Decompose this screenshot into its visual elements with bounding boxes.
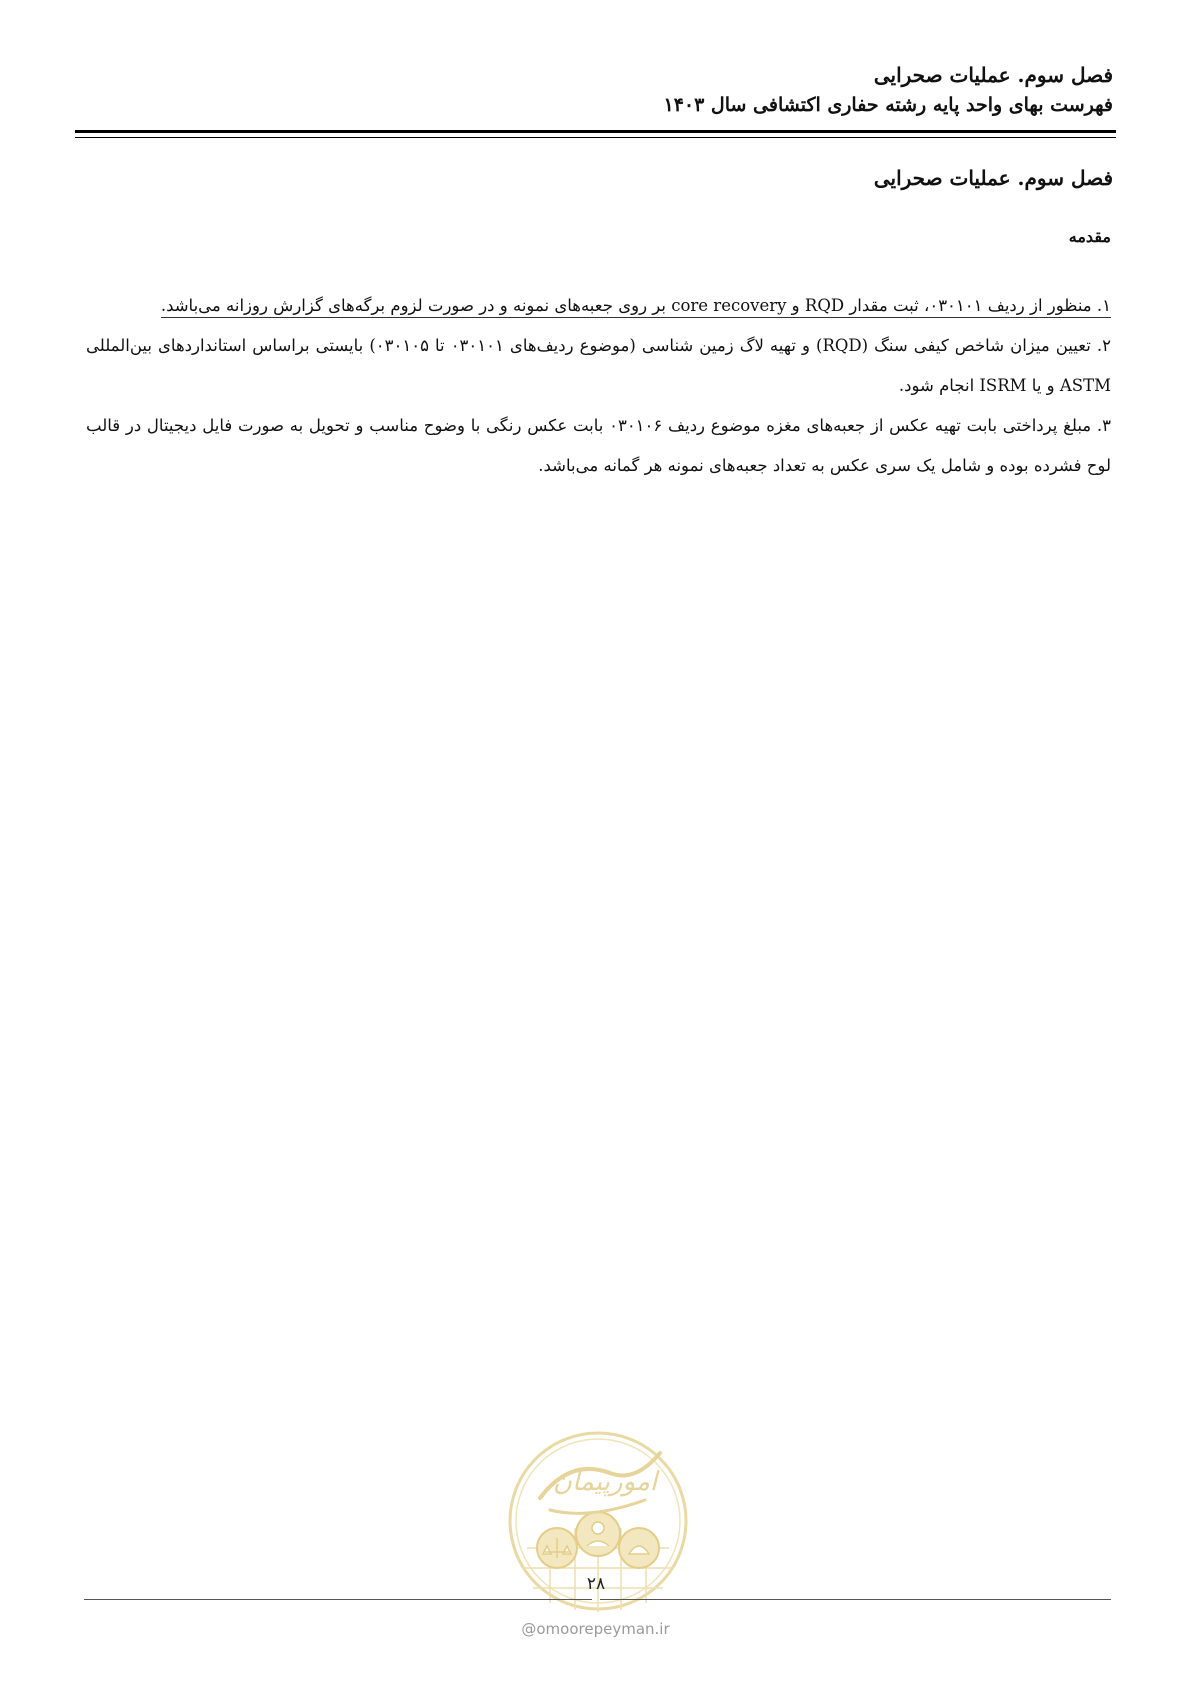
footer-rule-left — [84, 1599, 592, 1600]
svg-text:امورپیمان: امورپیمان — [552, 1467, 658, 1497]
paragraph-3: ۳. مبلغ پرداختی بابت تهیه عکس از جعبه‌های مغزه موضوع ردیف ۰۳۰۱۰۶ بابت عکس رنگی با وضوح مناسب و تحویل به صورت فایل دیجیتال در قالب لوح فشرده بوده و شامل یک سری عکس به تعداد جعبه‌های نمونه هر گمانه می‌باشد. — [86, 416, 1111, 475]
header-rule — [75, 130, 1116, 138]
paragraph-1 — [86, 286, 1111, 326]
paragraph-1-text: ۱. منظور از ردیف ۰۳۰۱۰۱، ثبت مقدار RQD و core recovery بر روی جعبه‌های نمونه و در صورت لزوم برگه‌های گزارش روزانه می‌باشد. — [161, 296, 1111, 318]
page-number: ۲۸ — [586, 1574, 606, 1594]
body-text — [86, 286, 1111, 486]
section-title: مقدمه — [1068, 227, 1111, 246]
header-catalog-line: فهرست بهای واحد پایه رشته حفاری اکتشافی سال ۱۴۰۳ — [663, 94, 1113, 116]
footer-rule-right — [600, 1599, 1111, 1600]
site-credit: @omoorepeyman.ir — [521, 1620, 670, 1638]
running-header — [78, 60, 1113, 120]
paragraph-2: ۲. تعیین میزان شاخص کیفی سنگ (RQD) و تهیه لاگ زمین شناسی (موضوع ردیف‌های ۰۳۰۱۰۱ تا ۰۳۰۱۰۵) بایستی براساس استانداردهای بین‌المللی ASTM و یا ISRM انجام شود. — [86, 336, 1111, 395]
header-chapter-line: فصل سوم. عملیات صحرایی — [873, 63, 1113, 87]
chapter-title: فصل سوم. عملیات صحرایی — [873, 166, 1113, 190]
